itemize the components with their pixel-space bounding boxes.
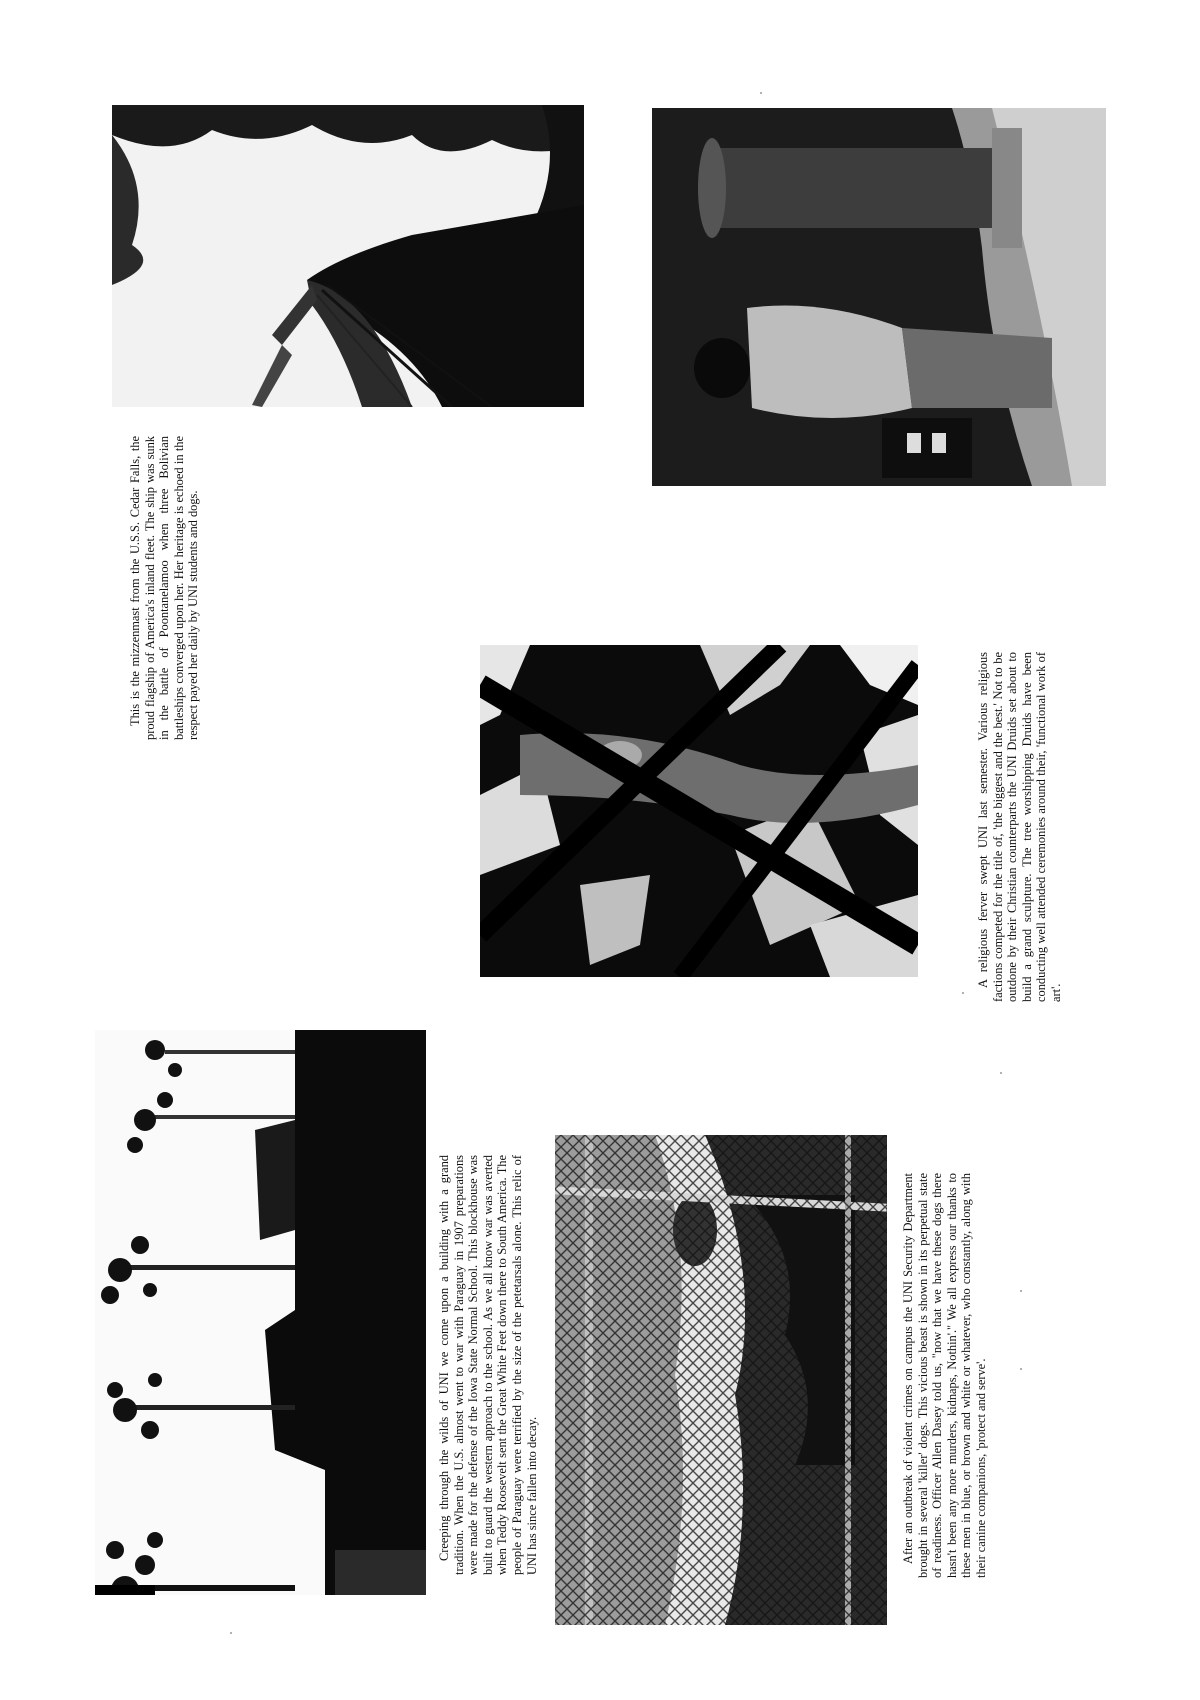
scan-speck bbox=[962, 992, 964, 994]
blockhouse-photo bbox=[95, 1030, 426, 1595]
scan-speck bbox=[1020, 1290, 1022, 1292]
scan-speck bbox=[760, 92, 762, 94]
scan-speck bbox=[1000, 1072, 1002, 1074]
mizzenmast-caption: This is the mizzenmast from the U.S.S. Cedar Falls, the proud flagship of America's inland fleet. The ship was sunk in the battle of Poontanelamoo when three Bolivian battleships converged upon her. Her heritage is echoed in the respect payed her daily by UNI students and dogs. bbox=[128, 436, 201, 740]
druid-sculpture-photo bbox=[480, 645, 918, 977]
scan-speck bbox=[1020, 1368, 1022, 1370]
column-photo bbox=[652, 108, 1106, 486]
fence-caption: After an outbreak of violent crimes on campus the UNI Security Department brought in several 'killer' dogs. This vicious beast is shown in its perpetual state of readiness. Officer Allen Dasey told us, "now that we have these dogs there hasn't been any more murders, kidnaps, Nothin'." We all express our thanks to these men in blue, or brown and white or whatever, who constantly, along with their canine companions, 'protect and serve'. bbox=[901, 1173, 988, 1578]
druids-caption: A religious ferver swept UNI last semester. Various religious factions competed for the title of, 'the biggest and the best.' Not to be outdone by their Christian counterparts the UNI Druids set about to build a grand sculpture. The tree worshipping Druids have been conducting well attended ceremonies around their, 'functional work of art'. bbox=[976, 652, 1063, 1002]
scan-speck bbox=[230, 1632, 232, 1634]
blockhouse-caption: Creeping through the wilds of UNI we come upon a building with a grand tradition. When the U.S. almost went to war with Paraguay in 1907 preparations were made for the defense of the Iowa State Normal School. This blockhouse was built to guard the western approach to the school. As we all know war was averted when Teddy Roosevelt sent the Great White Feet down there to South America. The people of Paraguay were terrified by the size of the petetarsals alone. This relic of UNI has since fallen into decay. bbox=[437, 1155, 539, 1575]
mizzenmast-photo bbox=[112, 105, 584, 407]
fence-dog-photo bbox=[555, 1135, 887, 1625]
